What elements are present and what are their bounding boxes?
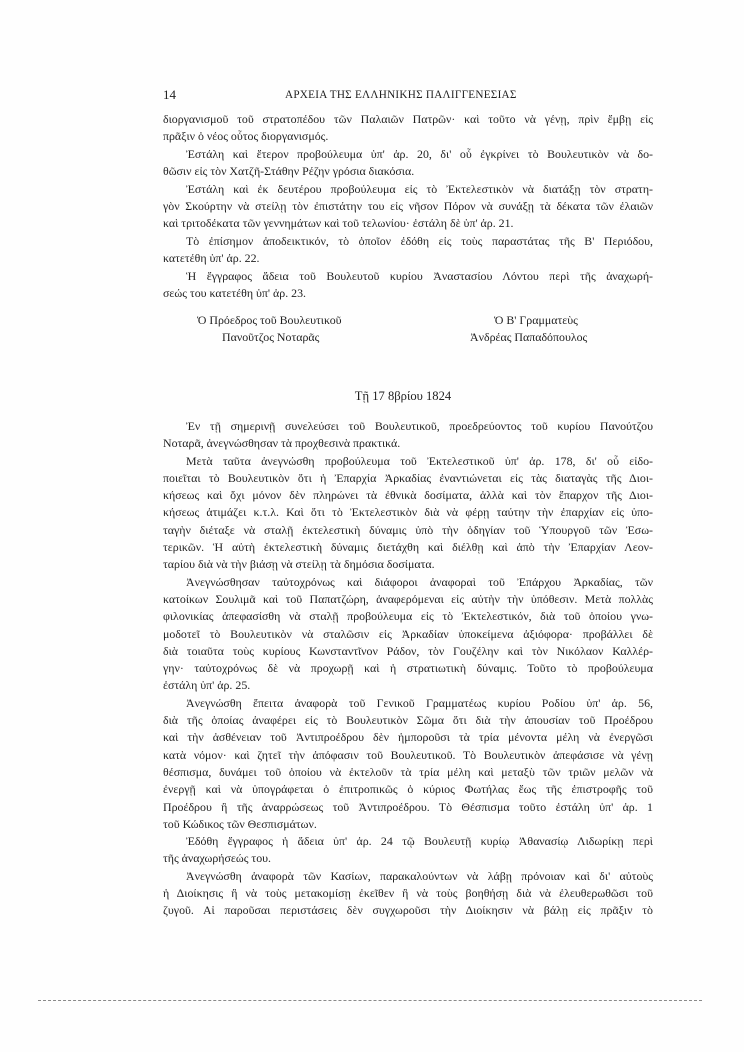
body-line: κατὰ νόμον· καὶ ζητεῖ τὴν ἀπόφασιν τοῦ Βουλευτικοῦ. Τὸ Βουλευτικὸν ἀπεφάσισε νὰ γένῃ xyxy=(163,747,653,762)
president-title: Ὁ Πρόεδρος τοῦ Βουλευτικοῦ xyxy=(197,313,342,327)
body-line: θῶσιν εἰς τὸν Χατζῆ-Στάθην Ρέζην γρόσια διακόσια. xyxy=(163,164,415,179)
body-line: ποιεῖται τὸ Βουλευτικὸν ὅτι ἡ Ἐπαρχία Ἀρκαδίας ἐναντιώνεται εἰς τὰς διαταγὰς τῆς Διοι- xyxy=(163,470,653,485)
body-line: διὰ τοιαῦτα τοὺς κυρίους Κωνσταντῖνον Ράδον, τὸν Γουζέλην καὶ τὸν Νικόλαον Καλλέρ- xyxy=(163,643,653,658)
body-line: Τὸ ἐπίσημον ἀποδεικτικόν, τὸ ὁποῖον ἐδόθη εἰς τοὺς παραστάτας τῆς Β' Περιόδου, xyxy=(186,233,653,248)
body-line: Ἀνεγνώσθη ἔπειτα ἀναφορὰ τοῦ Γενικοῦ Γραμματέως κυρίου Ροδίου ὑπ' ἀρ. 56, xyxy=(186,695,653,710)
body-line: Ἐστάλη καὶ ἐκ δευτέρου προβούλευμα εἰς τὸ Ἐκτελεστικὸν νὰ διατάξῃ τὸν στρατη- xyxy=(186,181,653,196)
secretary-title: Ὁ Β' Γραμματεὺς xyxy=(494,313,578,327)
body-line: τῆς ἀναχωρήσεώς του. xyxy=(163,851,272,866)
body-line: Ἡ ἔγγραφος ἄδεια τοῦ Βουλευτοῦ κυρίου Ἀναστασίου Λόντου περὶ τῆς ἀναχωρή- xyxy=(186,268,653,283)
body-line: Μετὰ ταῦτα ἀνεγνώσθη προβούλευμα τοῦ Ἐκτελεστικοῦ ὑπ' ἀρ. 178, δι' οὗ εἰδο- xyxy=(186,453,653,468)
previous-session-text xyxy=(163,111,653,302)
body-line: Ἐδόθη ἔγγραφος ἡ ἄδεια ὑπ' ἀρ. 24 τῷ Βουλευτῇ κυρίῳ Ἀθανασίῳ Λιδωρίκῃ περὶ xyxy=(186,834,653,849)
body-line: ἐστάλη ὑπ' ἀρ. 25. xyxy=(163,678,251,693)
body-line: Ἀνεγνώσθη ἀναφορὰ τῶν Κασίων, παρακαλούντων νὰ λάβῃ πρόνοιαν καὶ δι' αὐτοὺς xyxy=(186,868,653,883)
body-line: καὶ τὴν ἀσθένειαν τοῦ Ἀντιπροέδρου δὲν ἠμποροῦσι τὰ τρία μένοντα μέλη νὰ ἐνεργῶσι xyxy=(163,730,653,745)
body-line: ταρίου διὰ νὰ τὴν βιάσῃ νὰ στείλῃ τὰ δημόσια δοσίματα. xyxy=(163,557,435,572)
body-line: κατοίκων Σουλιμᾶ καὶ τοῦ Παπατζώρη, ἀναφερόμεναι εἰς αὐτὴν τὴν ὑπόθεσιν. Μετὰ πολλὰς xyxy=(163,591,653,606)
body-line: γην· ταὐτοχρόνως δὲ νὰ προχωρῇ καὶ ἡ στρατιωτικὴ δύναμις. Τοῦτο τὸ προβούλευμα xyxy=(163,661,653,676)
body-line: Νοταρᾶ, ἀνεγνώσθησαν τὰ προχθεσινὰ πρακτικά. xyxy=(163,436,401,451)
body-line: Ἐν τῇ σημερινῇ συνελεύσει τοῦ Βουλευτικοῦ, προεδρεύοντος τοῦ κυρίου Πανούτζου xyxy=(186,419,653,433)
body-line: σεώς του κατετέθη ὑπ' ἀρ. 23. xyxy=(163,285,307,300)
body-line: ζυγοῦ. Αἱ παροῦσαι περιστάσεις δὲν συγχωροῦσι τὴν Διοίκησιν νὰ βάλῃ εἰς πρᾶξιν τὸ xyxy=(163,903,653,918)
body-line: ταγὴν διέταξε νὰ σταλῇ ἐκτελεστικὴ δύναμις ὑπὸ τὴν ὁδηγίαν τοῦ Ὑπουργοῦ τῶν Ἐσω- xyxy=(163,522,653,537)
president-name: Πανοῦτζος Νοταρᾶς xyxy=(222,330,320,344)
body-line: μοδοτεῖ τὸ Βουλευτικὸν νὰ σταλῶσιν εἰς Ἀρκαδίαν ὑποκείμενα ἀξιόφορα· προβάλλει δὲ xyxy=(163,626,653,641)
body-line: ἐνεργῇ καὶ νὰ ὑπογράφεται ὁ ἐπιτροπικῶς ὁ κύριος Φωτήλας ἕως τῆς ἐπιστροφῆς τοῦ xyxy=(163,782,653,797)
secretary-name: Ἀνδρέας Παπαδόπουλος xyxy=(470,330,588,344)
body-line: θέσπισμα, δυνάμει τοῦ ὁποίου νὰ ἐκτελοῦν τὰ τρία μέλη καὶ μεταξὺ τῶν τριῶν μελῶν νὰ xyxy=(163,764,653,779)
body-line: φιλονικίας ἀπεφασίσθη νὰ σταλῇ προβούλευμα εἰς τὸ Ἐκτελεστικόν, διὰ τοῦ ὁποίου γνω- xyxy=(163,609,653,624)
body-line: πρᾶξιν ὁ νέος οὗτος διοργανισμός. xyxy=(163,129,329,144)
body-line: καὶ τριτοδέκατα τῶν γεννημάτων καὶ τοῦ τελωνίου· ἐστάλη δὲ ὑπ' ἀρ. 21. xyxy=(163,216,514,231)
body-line: Προέδρου ἢ τῆς ἀναρρώσεως τοῦ Ἀντιπροέδρου. Τὸ Θέσπισμα τοῦτο ἐστάλη ὑπ' ἀρ. 1 xyxy=(163,799,653,814)
page-number: 14 xyxy=(163,87,176,102)
body-line: γὸν Σκούρτην νὰ στείλῃ τὸν ἐπιστάτην του εἰς νῆσον Πόρον νὰ συνάξῃ τὰ δέκατα τῶν ἐλαιῶν xyxy=(163,198,653,213)
body-line: ἡ Διοίκησις ἢ νὰ τοὺς μετακομίσῃ ἐκεῖθεν ἢ νὰ τοὺς βοηθήσῃ διὰ νὰ ἐλευθερωθῶσι τοῦ xyxy=(163,886,653,901)
running-title: ΑΡΧΕΙΑ ΤΗΣ ΕΛΛΗΝΙΚΗΣ ΠΑΛΙΓΓΕΝΕΣΙΑΣ xyxy=(285,89,517,101)
body-line: τερικῶν. Ἡ αὐτὴ ἐκτελεστικὴ δύναμις διετάχθη καὶ διέλθῃ καὶ ἀπὸ τὴν Ἐπαρχίαν Λεον- xyxy=(163,540,653,555)
body-line: διοργανισμοῦ τοῦ στρατοπέδου τῶν Παλαιῶν Πατρῶν· καὶ τοῦτο νὰ γένῃ, πρὶν ἔμβῃ εἰς xyxy=(163,112,653,126)
page-bottom-rule xyxy=(38,1000,702,1001)
session-text xyxy=(163,418,653,920)
body-line: Ἐστάλη καὶ ἕτερον προβούλευμα ὑπ' ἀρ. 20, δι' οὗ ἐγκρίνει τὸ Βουλευτικὸν νὰ δο- xyxy=(186,146,653,161)
body-line: Ἀνεγνώσθησαν ταὐτοχρόνως καὶ διάφοροι ἀναφοραὶ τοῦ Ἐπάρχου Ἀρκαδίας, τῶν xyxy=(186,574,653,589)
body-line: κήσεως ἀτιμάζει κ.τ.λ. Καὶ ὅτι τὸ Ἐκτελεστικὸν διὰ νὰ φέρῃ ταύτην τὴν ἐπαρχίαν εἰς ὑπο- xyxy=(163,505,653,520)
body-line: τοῦ Κώδικος τῶν Θεσπισμάτων. xyxy=(163,816,317,831)
session-date-heading: Τῇ 17 8βρίου 1824 xyxy=(354,389,452,403)
body-line: διὰ τῆς ὁποίας ἀναφέρει εἰς τὸ Βουλευτικὸν Σῶμα ὅτι διὰ τὴν ἀπουσίαν τοῦ Προέδρου xyxy=(163,713,653,728)
body-line: κατετέθη ὑπ' ἀρ. 22. xyxy=(163,251,260,266)
body-line: κήσεως καὶ ὄχι μόνον δὲν πληρώνει τὰ ἐθνικὰ δοσίματα, ἀλλὰ καὶ τὸν ἔπαρχον τῆς Διοι- xyxy=(163,488,653,503)
